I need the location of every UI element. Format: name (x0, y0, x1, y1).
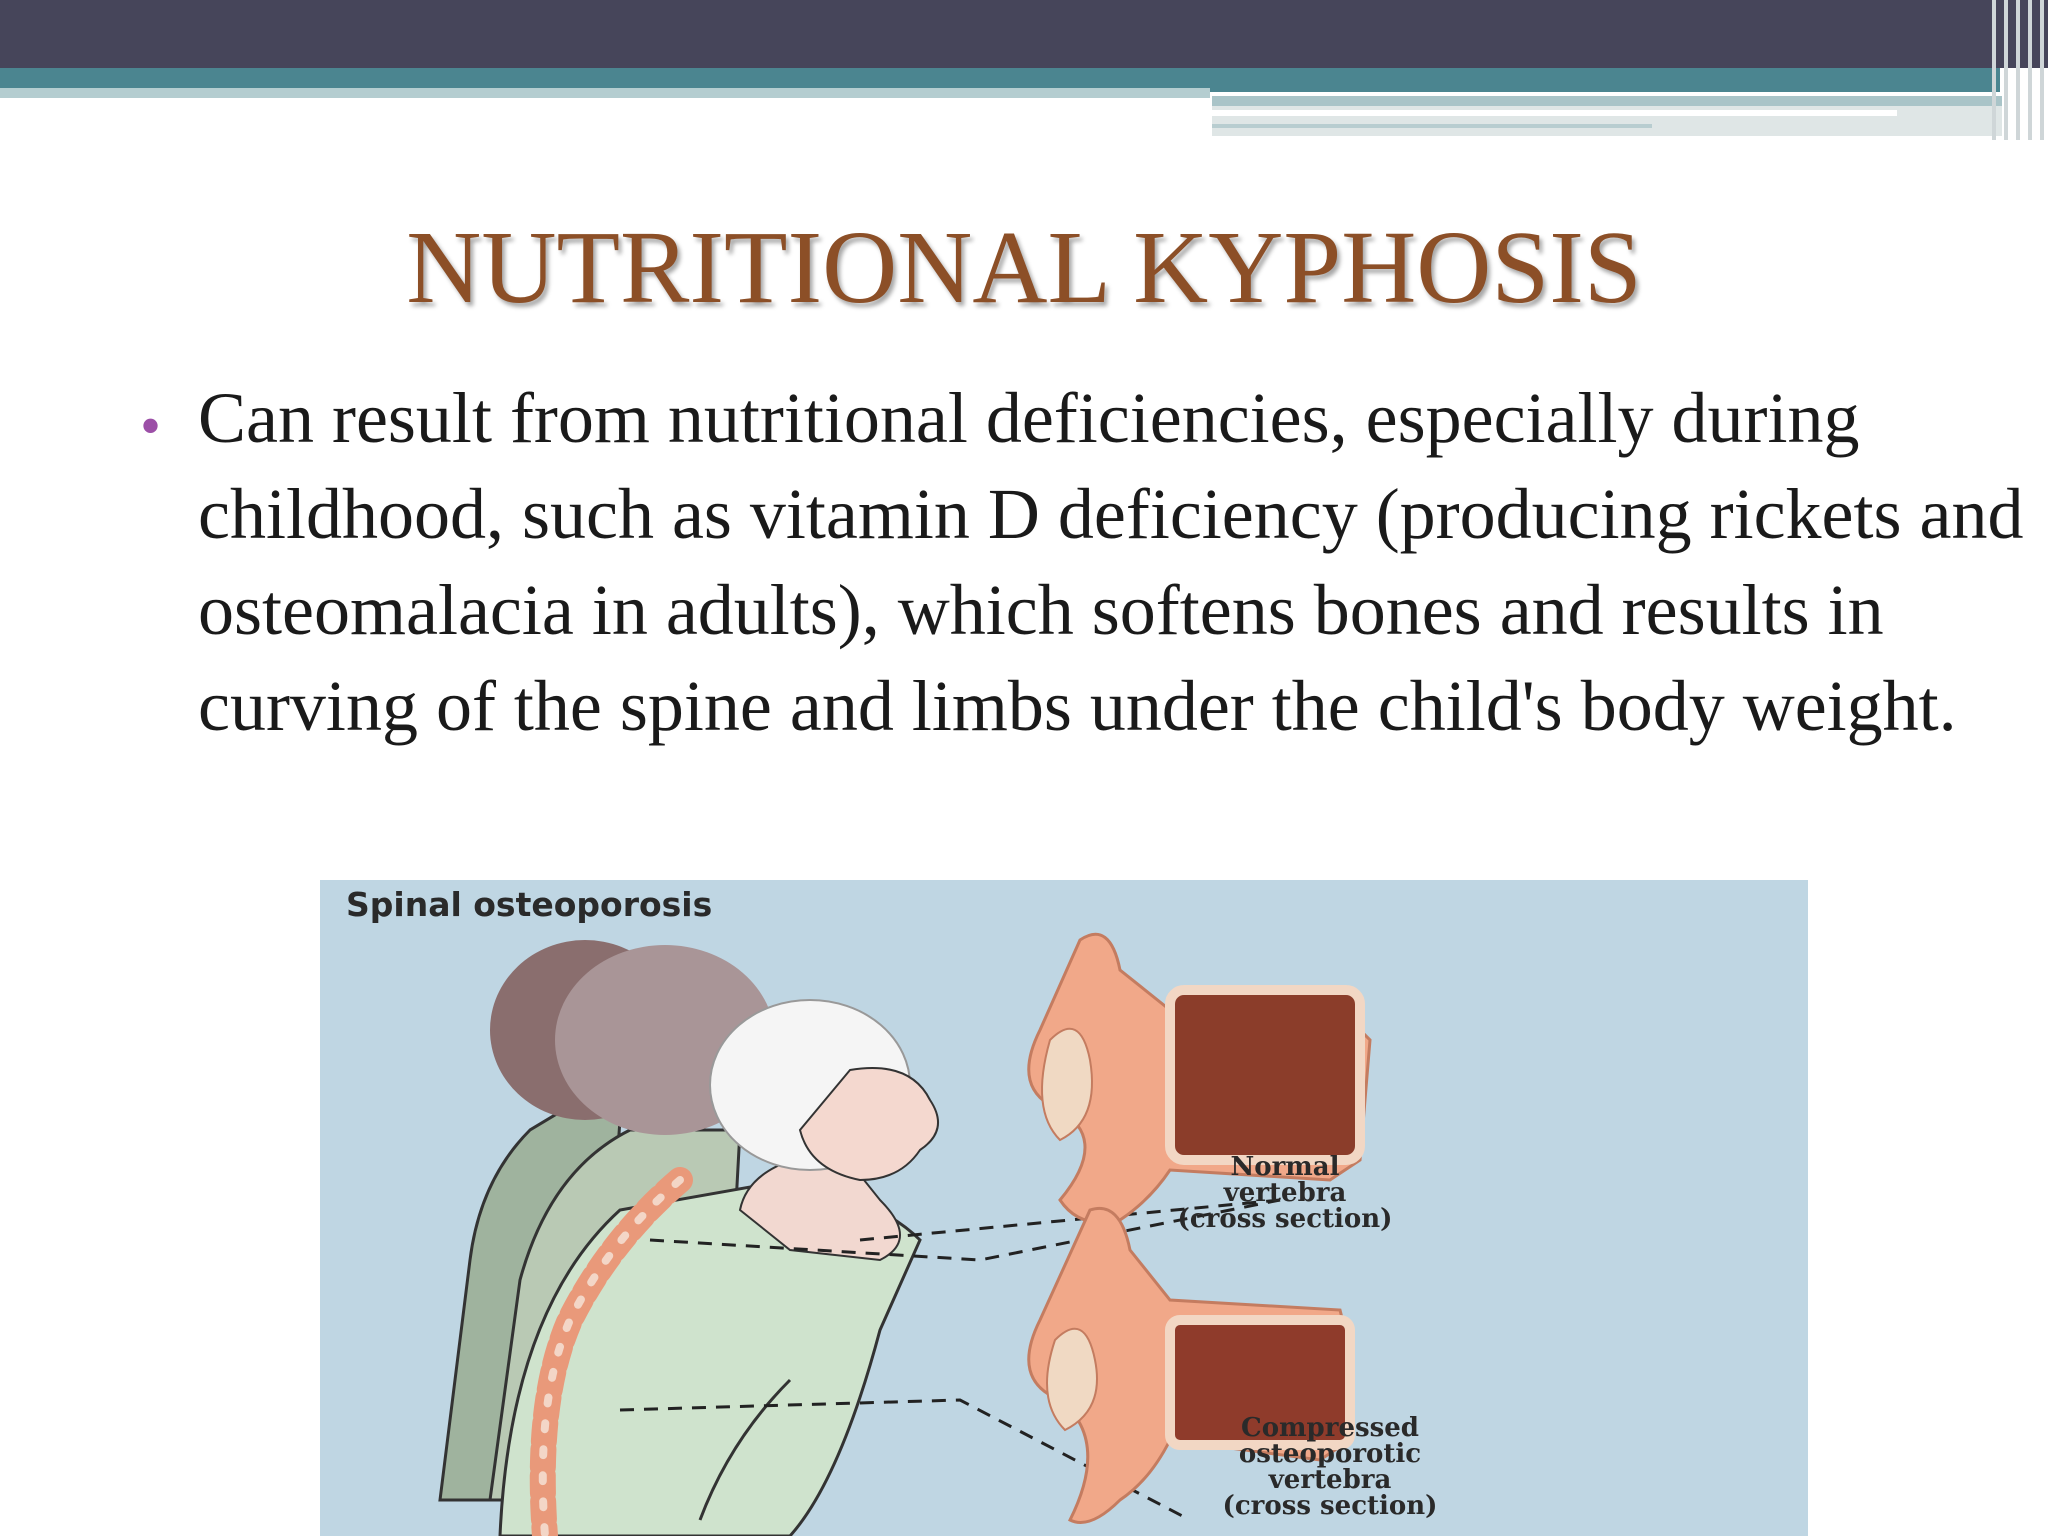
header-line-2 (1212, 124, 1652, 128)
header-band-light (0, 88, 1210, 98)
svg-text:(cross section): (cross section) (1177, 1204, 1393, 1234)
bullet-dot-icon: • (140, 393, 162, 459)
slide-title: NUTRITIONAL KYPHOSIS (406, 210, 1642, 325)
svg-text:Normal: Normal (1230, 1152, 1340, 1182)
figure-title: Spinal osteoporosis (346, 885, 713, 924)
svg-text:vertebra: vertebra (1223, 1178, 1347, 1208)
header-band-dark (0, 0, 2048, 68)
header-line (1212, 110, 1897, 116)
svg-text:vertebra: vertebra (1268, 1465, 1392, 1495)
illustration (320, 880, 1808, 1536)
svg-text:osteoporotic: osteoporotic (1238, 1439, 1422, 1469)
normal-vertebra (1029, 934, 1393, 1234)
svg-text:(cross section): (cross section) (1222, 1491, 1438, 1521)
compressed-vertebra (1029, 1208, 1438, 1522)
bullet-text: Can result from nutritional deficiencies, especially during childhood, such as vitamin D deficiency (producing rickets and osteomalacia in adults), which softens bones and results in curving of the spine and limbs under the child's body weight. (198, 378, 2024, 746)
header-stripes (1990, 0, 2048, 140)
svg-text:Compressed: Compressed (1241, 1413, 1419, 1443)
spinal-osteoporosis-figure (320, 880, 1808, 1536)
header-box (1212, 96, 2002, 136)
